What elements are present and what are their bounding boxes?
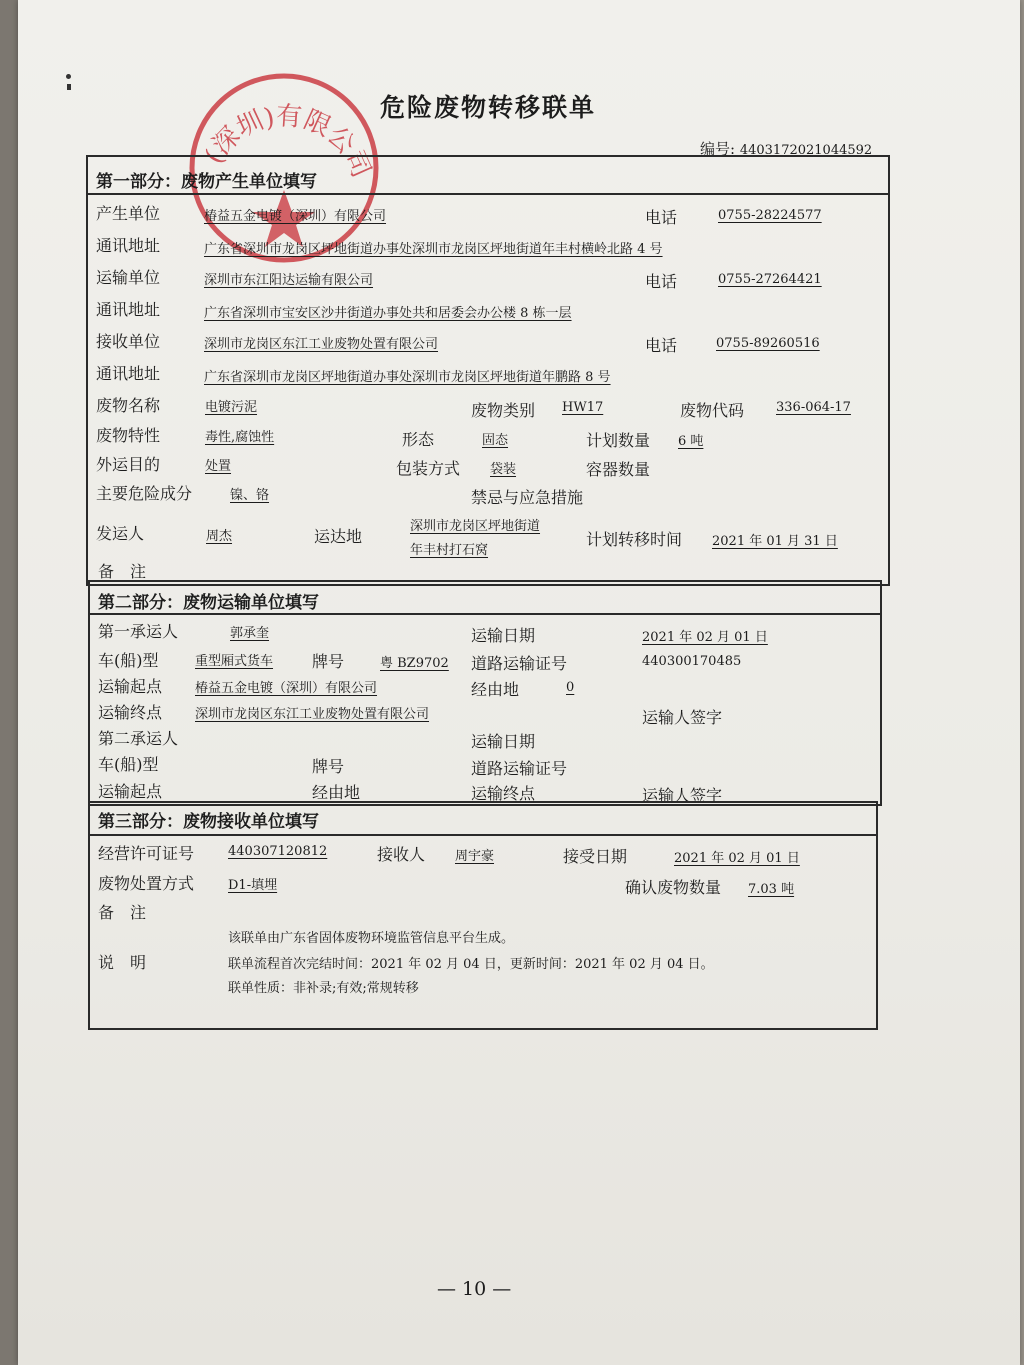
producer-address-label: 通讯地址 [96, 236, 161, 255]
note-line-2: 联单流程首次完结时间：2021 年 02 月 04 日，更新时间：2021 年 02 月 04 日。 [228, 957, 714, 972]
plate1-label: 牌号 [312, 652, 345, 671]
part1-remark-label: 备 注 [98, 562, 147, 581]
transporter-phone-value: 0755-27264421 [718, 272, 822, 287]
form-value: 固态 [482, 433, 509, 448]
form-label: 形态 [402, 430, 435, 449]
date1-value: 2021 年 02 月 01 日 [642, 630, 768, 645]
waste-category-label: 废物类别 [471, 401, 536, 420]
note-line-1: 该联单由广东省固体废物环境监管信息平台生成。 [228, 931, 515, 946]
disposal-label: 废物处置方式 [98, 874, 195, 893]
receiver-value: 深圳市龙岗区东江工业废物处置有限公司 [204, 337, 439, 352]
vehicle1-value: 重型厢式货车 [195, 654, 274, 669]
packing-value: 袋装 [490, 462, 517, 477]
note-line-3: 联单性质：非补录;有效;常规转移 [228, 981, 419, 996]
license-value: 440307120812 [228, 844, 328, 859]
date1-label: 运输日期 [471, 626, 536, 645]
receiver-phone-value: 0755-89260516 [716, 336, 820, 351]
license-label: 经营许可证号 [98, 844, 195, 863]
producer-label: 产生单位 [96, 204, 161, 223]
part2-heading: 第二部分：废物运输单位填写 [98, 593, 319, 613]
waste-property-label: 废物特性 [96, 426, 161, 445]
permit1-label: 道路运输证号 [471, 654, 568, 673]
receiver-label: 接收单位 [96, 332, 161, 351]
transporter-label: 运输单位 [96, 268, 161, 287]
receiver-address-label: 通讯地址 [96, 364, 161, 383]
receiver-phone-label: 电话 [645, 336, 678, 355]
receiver-person-label: 接收人 [377, 845, 426, 864]
receiver-person-value: 周宇豪 [455, 849, 495, 864]
waste-code-value: 336-064-17 [776, 400, 851, 415]
purpose-label: 外运目的 [96, 455, 161, 474]
part3-remark-label: 备 注 [98, 903, 147, 922]
permit1-value: 440300170485 [642, 654, 742, 669]
document-title: 危险废物转移联单 [380, 93, 597, 122]
plate2-label: 牌号 [312, 757, 345, 776]
purpose-value: 处置 [205, 459, 232, 474]
plate1-value: 粤 BZ9702 [380, 656, 449, 671]
via1-value: 0 [566, 680, 575, 695]
waste-code-label: 废物代码 [680, 401, 745, 420]
producer-address-value: 广东省深圳市龙岗区坪地街道办事处深圳市龙岗区坪地街道年丰村横岭北路 4 号 [204, 242, 663, 257]
transporter-address-label: 通讯地址 [96, 300, 161, 319]
carrier1-value: 郭承奎 [230, 626, 270, 641]
disposal-value: D1-填埋 [228, 878, 278, 893]
transporter-phone-label: 电话 [645, 272, 678, 291]
destination-value-line1: 深圳市龙岗区坪地街道 [410, 519, 541, 534]
part1-heading: 第一部分：废物产生单位填写 [96, 172, 317, 192]
plan-time-label: 计划转移时间 [586, 530, 683, 549]
part3-heading-divider [90, 834, 876, 836]
taboo-label: 禁忌与应急措施 [471, 488, 584, 507]
end1-label: 运输终点 [98, 703, 163, 722]
part1-heading-divider [88, 193, 888, 195]
part3-heading: 第三部分：废物接收单位填写 [98, 812, 319, 832]
hazard-value: 镍、铬 [230, 488, 270, 503]
end2-label: 运输终点 [471, 784, 536, 803]
shipper-value: 周杰 [206, 529, 233, 544]
document-number-label: 编号: [700, 140, 736, 158]
permit2-label: 道路运输证号 [471, 759, 568, 778]
via2-label: 经由地 [312, 783, 361, 802]
container-quantity-label: 容器数量 [586, 460, 651, 479]
punch-mark [67, 84, 71, 90]
sign2-label: 运输人签字 [642, 786, 723, 805]
waste-property-value: 毒性,腐蚀性 [205, 430, 275, 445]
hazard-label: 主要危险成分 [96, 484, 193, 503]
origin1-label: 运输起点 [98, 677, 163, 696]
confirm-quantity-value: 7.03 吨 [748, 882, 795, 897]
background-left [0, 0, 18, 1365]
producer-value: 椿益五金电镀（深圳）有限公司 [204, 209, 387, 224]
receive-date-value: 2021 年 02 月 01 日 [674, 851, 800, 866]
date2-label: 运输日期 [471, 732, 536, 751]
via1-label: 经由地 [471, 680, 520, 699]
carrier1-label: 第一承运人 [98, 622, 179, 641]
receiver-address-value: 广东省深圳市龙岗区坪地街道办事处深圳市龙岗区坪地街道年鹏路 8 号 [204, 370, 611, 385]
plan-quantity-value: 6 吨 [678, 434, 704, 449]
confirm-quantity-label: 确认废物数量 [625, 878, 722, 897]
destination-value-line2: 年丰村打石窝 [410, 543, 489, 558]
carrier2-label: 第二承运人 [98, 729, 179, 748]
packing-label: 包装方式 [396, 459, 461, 478]
receive-date-label: 接受日期 [563, 847, 628, 866]
transporter-value: 深圳市东江阳达运输有限公司 [204, 273, 374, 288]
vehicle2-label: 车(船)型 [98, 755, 159, 774]
document-number-value: 4403172021044592 [739, 143, 873, 158]
part2-heading-divider [90, 613, 880, 615]
end1-value: 深圳市龙岗区东江工业废物处置有限公司 [195, 707, 430, 722]
transporter-address-value: 广东省深圳市宝安区沙井街道办事处共和居委会办公楼 8 栋一层 [204, 306, 572, 321]
producer-phone-label: 电话 [645, 208, 678, 227]
waste-name-label: 废物名称 [96, 396, 161, 415]
plan-time-value: 2021 年 01 月 31 日 [712, 534, 838, 549]
punch-mark [66, 74, 71, 79]
page-number: — 10 — [437, 1278, 512, 1300]
sign1-label: 运输人签字 [642, 708, 723, 727]
destination-label: 运达地 [314, 527, 363, 546]
svg-text:(深圳)有限公司: (深圳)有限公司 [199, 101, 377, 183]
shipper-label: 发运人 [96, 524, 145, 543]
explain-label: 说 明 [98, 953, 147, 972]
origin2-label: 运输起点 [98, 782, 163, 801]
plan-quantity-label: 计划数量 [586, 431, 651, 450]
origin1-value: 椿益五金电镀（深圳）有限公司 [195, 681, 378, 696]
waste-name-value: 电镀污泥 [205, 400, 258, 415]
producer-phone-value: 0755-28224577 [718, 208, 822, 223]
waste-category-value: HW17 [562, 400, 604, 415]
vehicle1-label: 车(船)型 [98, 651, 159, 670]
